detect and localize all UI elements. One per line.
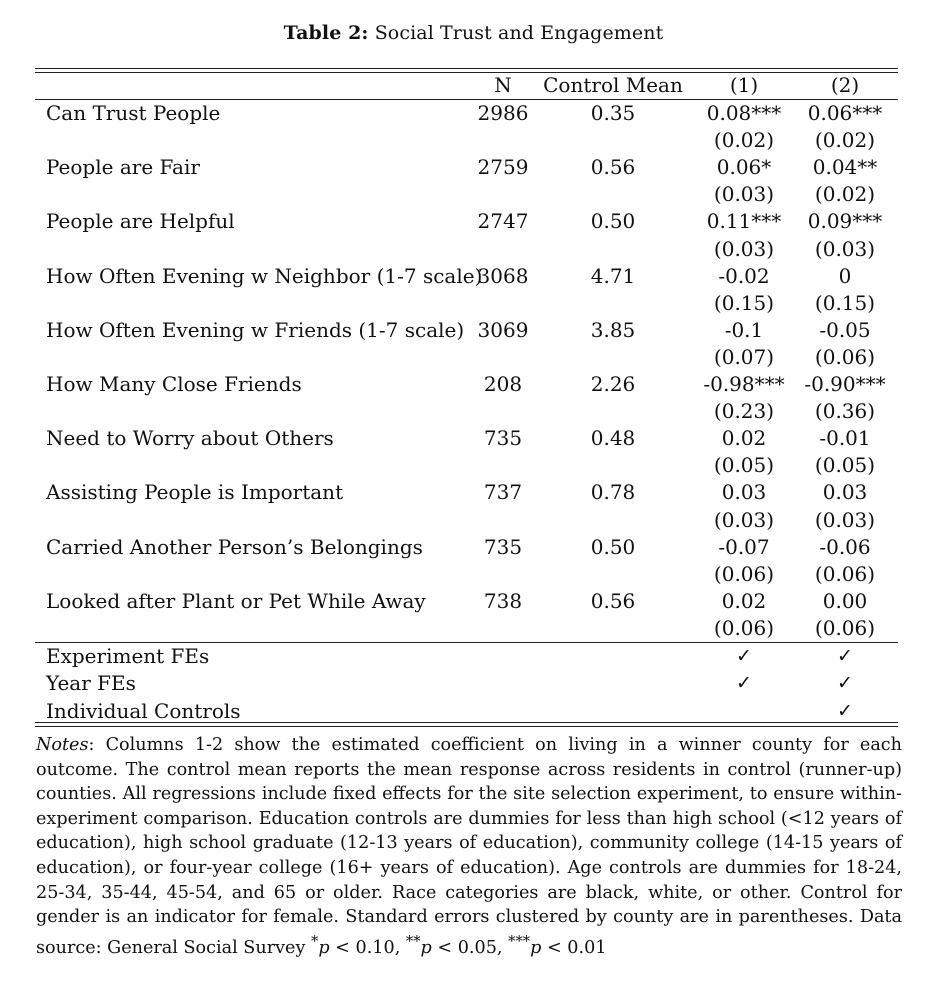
fe-row — [0, 643, 947, 670]
row-control-mean: 4.71 — [590, 263, 636, 288]
row-label: Assisting People is Important — [46, 480, 344, 505]
row-n: 2747 — [477, 209, 529, 234]
fe-check-2: ✓ — [837, 672, 853, 695]
sig-mark-1: * — [311, 932, 319, 950]
header-col-2: (2) — [830, 73, 860, 97]
row-n: 3069 — [477, 317, 529, 342]
fe-row — [0, 670, 947, 697]
table-row-se — [0, 181, 947, 208]
row-n: 735 — [483, 534, 523, 559]
table-row-se — [0, 236, 947, 263]
row-coef-1: 0.03 — [721, 480, 767, 505]
header-col-1: (1) — [729, 73, 759, 97]
row-n: 2986 — [477, 101, 529, 125]
row-label: How Often Evening w Friends (1-7 scale) — [46, 317, 465, 342]
row-label: How Often Evening w Neighbor (1-7 scale) — [46, 263, 483, 288]
table-row-se — [0, 290, 947, 317]
row-coef-1: 0.02 — [721, 426, 767, 451]
notes-text: : Columns 1-2 show the estimated coefficient on living in a winner county for each outcome. The control mean reports the mean response across residents in control (runner-up) counties. All regressions include fixed effects for the site selection experiment, to ensure within-experiment comparison. Education controls are dummies for less than high school (<12 years of education), high school graduate (12-13 years of education), community college (14-15 years of education), or four-year college (16+ years of education). Age controls are dummies for 18-24, 25-34, 35-44, 45-54, and 65 or older. Race categories are black, white, or other. Control for gender is an indicator for female. Standard errors clustered by county are in parentheses. Data source: General Social Survey — [36, 735, 902, 958]
row-n: 208 — [483, 372, 523, 396]
table-row-se — [0, 561, 947, 588]
header-n: N — [494, 73, 512, 97]
row-se-2: (0.05) — [814, 453, 876, 478]
row-se-2: (0.06) — [814, 615, 876, 640]
row-se-2: (0.15) — [814, 290, 876, 315]
sig-val-1: < 0.10, — [329, 937, 406, 958]
sig-var-1: p — [318, 937, 330, 958]
row-se-1: (0.03) — [713, 507, 775, 532]
row-coef-1: -0.1 — [724, 317, 764, 342]
table-caption — [0, 22, 947, 44]
row-coef-1: 0.02 — [721, 588, 767, 613]
fe-check-1: ✓ — [736, 645, 752, 667]
table-row-se — [0, 452, 947, 479]
row-label: People are Helpful — [46, 209, 235, 234]
row-n: 737 — [483, 480, 523, 505]
table-row-se — [0, 398, 947, 425]
row-se-1: (0.03) — [713, 236, 775, 261]
sig-mark-3: *** — [508, 932, 531, 950]
row-label: How Many Close Friends — [46, 372, 302, 396]
sig-val-2: < 0.05, — [431, 937, 509, 958]
row-coef-1: -0.07 — [718, 534, 770, 559]
table-title: Social Trust and Engagement — [374, 22, 664, 44]
table-row — [0, 317, 947, 344]
table-row — [0, 479, 947, 506]
row-se-2: (0.02) — [814, 128, 876, 153]
row-label: Looked after Plant or Pet While Away — [46, 588, 426, 613]
row-coef-1: 0.06* — [716, 155, 772, 180]
row-label: People are Fair — [46, 155, 200, 180]
row-se-1: (0.07) — [713, 344, 775, 369]
row-coef-2: 0 — [838, 263, 852, 288]
row-control-mean: 0.35 — [590, 101, 636, 125]
row-control-mean: 0.56 — [590, 155, 636, 180]
row-coef-2: -0.05 — [819, 317, 871, 342]
sig-mark-2: ** — [405, 932, 421, 950]
row-se-1: (0.03) — [713, 182, 775, 207]
table-row — [0, 371, 947, 398]
row-se-2: (0.02) — [814, 182, 876, 207]
row-control-mean: 0.56 — [590, 588, 636, 613]
fe-label: Individual Controls — [46, 698, 241, 723]
row-control-mean: 0.50 — [590, 209, 636, 234]
notes-label: Notes — [36, 735, 89, 755]
table-row — [0, 154, 947, 181]
row-coef-2: 0.06*** — [807, 101, 883, 125]
row-coef-1: -0.02 — [718, 263, 770, 288]
row-label: Need to Worry about Others — [46, 426, 334, 451]
row-n: 735 — [483, 426, 523, 451]
bottom-rule-2 — [35, 726, 898, 727]
row-control-mean: 0.50 — [590, 534, 636, 559]
row-se-1: (0.15) — [713, 290, 775, 315]
fe-check-2: ✓ — [837, 699, 853, 722]
header-control-mean: Control Mean — [543, 73, 683, 97]
row-label: Can Trust People — [46, 101, 221, 125]
row-control-mean: 0.78 — [590, 480, 636, 505]
row-se-1: (0.06) — [713, 561, 775, 586]
row-se-1: (0.06) — [713, 615, 775, 640]
row-se-1: (0.23) — [713, 399, 775, 424]
fe-label: Experiment FEs — [46, 644, 210, 668]
row-n: 2759 — [477, 155, 529, 180]
table-row-se — [0, 127, 947, 154]
row-coef-2: 0.09*** — [807, 209, 883, 234]
row-control-mean: 0.48 — [590, 426, 636, 451]
row-control-mean: 3.85 — [590, 317, 636, 342]
row-control-mean: 2.26 — [590, 372, 636, 396]
column-header-row — [0, 72, 947, 99]
table-notes — [36, 733, 902, 960]
table-row — [0, 208, 947, 235]
sig-val-3: < 0.01 — [541, 937, 607, 958]
row-coef-2: -0.90*** — [804, 372, 886, 396]
table-row-se — [0, 615, 947, 642]
fe-check-1: ✓ — [736, 672, 752, 695]
sig-var-2: p — [420, 937, 432, 958]
table-row — [0, 263, 947, 290]
row-coef-1: 0.11*** — [706, 209, 782, 234]
bottom-rule-1 — [35, 722, 898, 723]
row-coef-2: 0.04** — [812, 155, 878, 180]
fe-check-2: ✓ — [837, 645, 853, 667]
table-row — [0, 588, 947, 615]
row-se-2: (0.06) — [814, 344, 876, 369]
fe-row — [0, 698, 947, 725]
row-coef-2: 0.03 — [822, 480, 868, 505]
table-row-se — [0, 507, 947, 534]
row-label: Carried Another Person’s Belongings — [46, 534, 423, 559]
table-row-se — [0, 344, 947, 371]
row-coef-2: -0.01 — [819, 426, 871, 451]
table-number: Table 2: — [283, 22, 369, 44]
row-coef-1: -0.98*** — [703, 372, 785, 396]
row-se-2: (0.06) — [814, 561, 876, 586]
row-se-2: (0.03) — [814, 507, 876, 532]
table-row — [0, 425, 947, 452]
row-se-1: (0.02) — [713, 128, 775, 153]
row-coef-2: -0.06 — [819, 534, 871, 559]
row-n: 738 — [483, 588, 523, 613]
row-coef-1: 0.08*** — [706, 101, 782, 125]
row-n: 3068 — [477, 263, 529, 288]
sig-var-3: p — [530, 937, 542, 958]
row-se-1: (0.05) — [713, 453, 775, 478]
table-row — [0, 534, 947, 561]
row-se-2: (0.36) — [814, 399, 876, 424]
top-rule-1 — [35, 68, 898, 69]
row-coef-2: 0.00 — [822, 588, 868, 613]
table-row — [0, 100, 947, 127]
fe-label: Year FEs — [46, 671, 136, 696]
row-se-2: (0.03) — [814, 236, 876, 261]
